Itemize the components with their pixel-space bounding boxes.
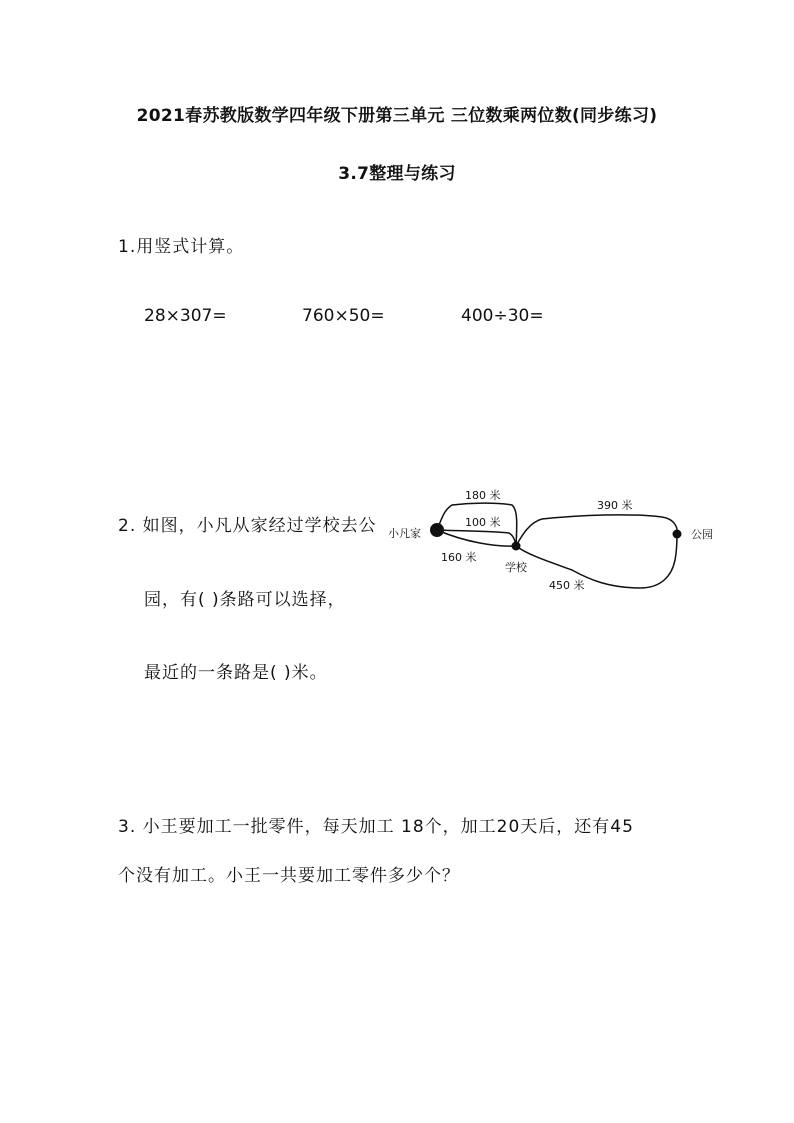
- question-2-line-3: 最近的一条路是( )米。: [144, 663, 328, 683]
- school-point: [512, 542, 521, 551]
- route-390: [516, 515, 677, 546]
- home-label: 小凡家: [388, 527, 421, 540]
- distance-label-100: 100 米: [465, 516, 501, 529]
- question-2-line-1: 2. 如图，小凡从家经过学校去公: [118, 516, 377, 536]
- distance-label-160: 160 米: [441, 551, 477, 564]
- question-1-prompt: 1.用竖式计算。: [118, 237, 245, 257]
- question-3-line-1: 3. 小王要加工一批零件，每天加工 18个，加工20天后，还有45: [118, 817, 634, 837]
- distance-label-180: 180 米: [465, 489, 501, 502]
- route-100: [437, 530, 516, 546]
- distance-label-390: 390 米: [597, 499, 633, 512]
- school-label: 学校: [505, 561, 527, 574]
- document-title: 2021春苏教版数学四年级下册第三单元 三位数乘两位数(同步练习): [136, 106, 658, 126]
- expression-2: 760×50=: [302, 306, 385, 326]
- question-3-line-2: 个没有加工。小王一共要加工零件多少个？: [118, 866, 460, 886]
- distance-label-450: 450 米: [549, 579, 585, 592]
- park-point: [673, 530, 682, 539]
- route-450: [516, 534, 677, 588]
- section-title: 3.7整理与练习: [338, 164, 456, 184]
- expression-1: 28×307=: [144, 306, 227, 326]
- home-point: [430, 523, 444, 537]
- park-label: 公园: [691, 528, 713, 541]
- question-2-line-2: 园，有( )条路可以选择，: [144, 590, 346, 610]
- expression-3: 400÷30=: [461, 306, 544, 326]
